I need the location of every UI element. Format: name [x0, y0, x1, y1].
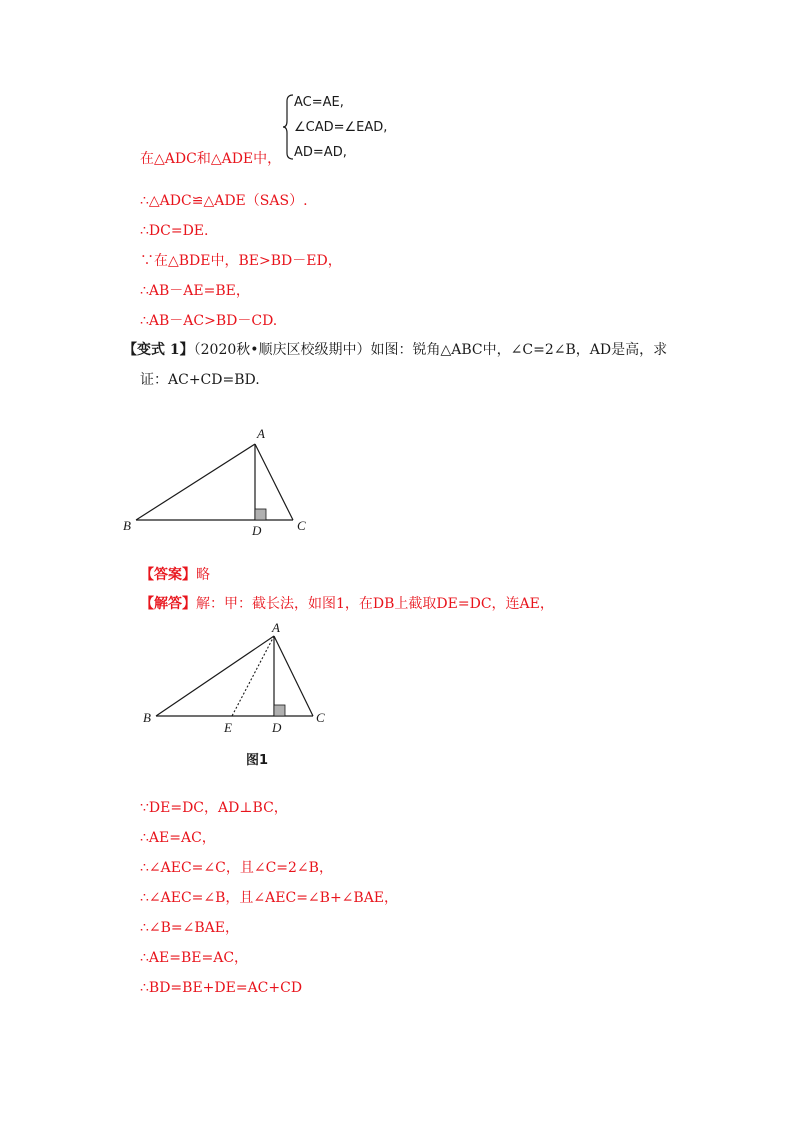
- proof1-line-1: ∴△ADC≌△ADE（SAS）.: [140, 193, 308, 209]
- label-C: C: [316, 710, 325, 725]
- system-lead-text: 在△ADC和△ADE中，: [140, 151, 282, 167]
- proof1-line-2: ∴DC=DE.: [140, 223, 209, 239]
- proof2-line-2: ∴AE=AC，: [140, 830, 216, 846]
- label-B: B: [123, 518, 131, 533]
- proof1-line-5: ∴AB－AC>BD－CD.: [140, 313, 278, 329]
- answer-line: [140, 566, 210, 584]
- label-A: A: [272, 620, 280, 635]
- solution-line: [140, 595, 554, 613]
- triangle-figure-1: [118, 422, 318, 542]
- label-B: B: [143, 710, 151, 725]
- proof1-line-3: ∵在△BDE中，BE>BD－ED，: [140, 253, 342, 269]
- answer-tag: 【答案】: [140, 567, 196, 583]
- triangle-figure-2: [138, 618, 338, 740]
- solution-text: 解：甲：截长法，如图1，在DB上截取DE=DC，连AE，: [196, 596, 554, 612]
- solution-tag: 【解答】: [140, 596, 196, 612]
- right-angle-marker: [255, 509, 266, 520]
- label-E: E: [224, 720, 232, 735]
- equation-row-1: AC=AE,: [294, 95, 344, 110]
- label-D: D: [272, 720, 282, 735]
- label-C: C: [297, 518, 306, 533]
- variant-text: （2020秋•顺庆区校级期中）如图：锐角△ABC中，∠C=2∠B，AD是高，求: [193, 342, 668, 358]
- proof2-line-1: ∵DE=DC，AD⊥BC，: [140, 800, 288, 816]
- proof2-line-3: ∴∠AEC=∠C，且∠C=2∠B，: [140, 860, 333, 876]
- proof2-line-6: ∴AE=BE=AC，: [140, 950, 249, 966]
- equation-row-3: AD=AD,: [294, 145, 347, 160]
- figure-caption: 图1: [246, 753, 269, 768]
- proof2-line-4: ∴∠AEC=∠B，且∠AEC=∠B+∠BAE，: [140, 890, 399, 906]
- proof2-line-5: ∴∠B=∠BAE，: [140, 920, 240, 936]
- dashed-segment-AE: [232, 636, 274, 716]
- label-D: D: [252, 523, 262, 538]
- answer-text: 略: [196, 567, 210, 583]
- proof1-line-4: ∴AB－AE=BE，: [140, 283, 250, 299]
- variant-problem-line-2: 证：AC+CD=BD.: [140, 372, 260, 388]
- label-A: A: [257, 426, 265, 441]
- variant-tag: 【变式 1】: [123, 342, 194, 358]
- proof2-line-7: ∴BD=BE+DE=AC+CD: [140, 980, 303, 996]
- equation-row-2: ∠CAD=∠EAD,: [294, 120, 388, 135]
- variant-problem-line-1: [123, 341, 667, 359]
- right-angle-marker: [274, 705, 285, 716]
